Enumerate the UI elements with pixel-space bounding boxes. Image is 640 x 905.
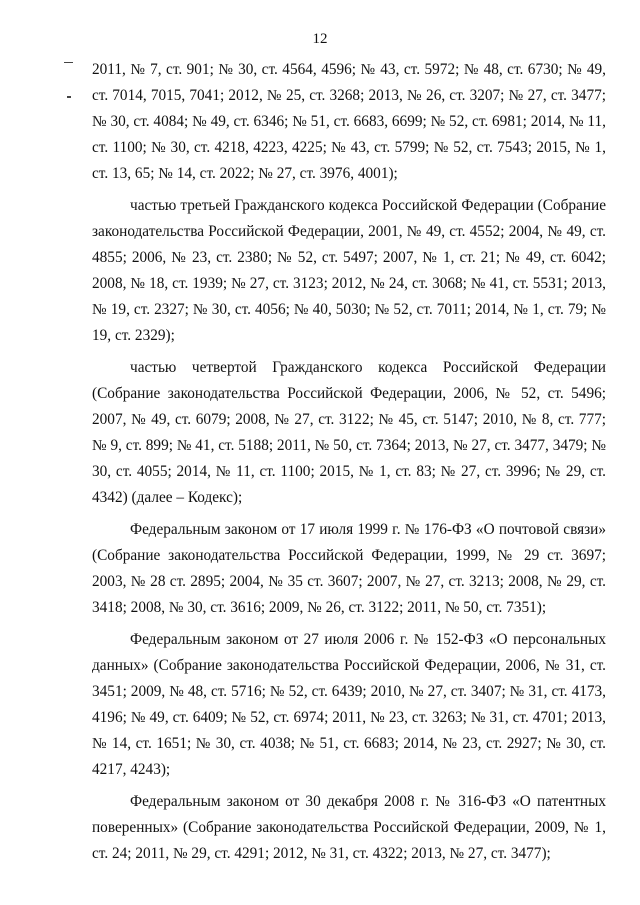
- paragraph-patent-attorneys-law: Федеральным законом от 30 декабря 2008 г. № 316-ФЗ «О патентных поверенных» (Собрание законодательства Российской Федерации, 2009, № 1, ст. 24; 2011, № 29, ст. 4291; 2012, № 31, ст. 4322; 2013, № 27, ст. 3477);: [92, 793, 606, 862]
- paragraph-postal-law: Федеральным законом от 17 июля 1999 г. № 176-ФЗ «О почтовой связи» (Собрание законодательства Российской Федерации, 1999, № 29 ст. 3697; 2003, № 28 ст. 2895; 2004, № 35 ст. 3607; 2007, № 27, ст. 3213; 2008, № 29, ст. 3418; 2008, № 30, ст. 3616; 2009, № 26, ст. 3122; 2011, № 50, ст. 7351);: [92, 521, 606, 616]
- paragraph-civil-code-part-3: частью третьей Гражданского кодекса Российской Федерации (Собрание законодательства Российской Федерации, 2001, № 49, ст. 4552; 2004, № 49, ст. 4855; 2006, № 23, ст. 2380; № 52, ст. 5497; 2007, № 1, ст. 21; № 49, ст. 6042; 2008, № 18, ст. 1939; № 27, ст. 3123; 2012, № 24, ст. 3068; № 41, ст. 5531; 2013, № 19, ст. 2327; № 30, ст. 4056; № 40, 5030; № 52, ст. 7011; 2014, № 1, ст. 79; № 19, ст. 2329);: [92, 197, 606, 344]
- document-body: [92, 57, 606, 867]
- paragraph-civil-code-part-4: частью четвертой Гражданского кодекса Российской Федерации (Собрание законодательства Российской Федерации, 2006, № 52, ст. 5496; 2007, № 49, ст. 6079; 2008, № 27, ст. 3122; № 45, ст. 5147; 2010, № 8, ст. 777; № 9, ст. 899; № 41, ст. 5188; 2011, № 50, ст. 7364; 2013, № 27, ст. 3477, 3479; № 30, ст. 4055; 2014, № 11, ст. 1100; 2015, № 1, ст. 83; № 27, ст. 3996; № 29, ст. 4342) (далее – Кодекс);: [92, 359, 606, 506]
- page-number: 12: [312, 31, 328, 47]
- scan-mark: [64, 62, 73, 63]
- scan-mark: [67, 96, 71, 98]
- paragraph-personal-data-law: Федеральным законом от 27 июля 2006 г. № 152-ФЗ «О персональных данных» (Собрание законодательства Российской Федерации, 2006, № 31, ст. 3451; 2009, № 48, ст. 5716; № 52, ст. 6439; 2010, № 27, ст. 3407; № 31, ст. 4173, 4196; № 49, ст. 6409; № 52, ст. 6974; 2011, № 23, ст. 3263; № 31, ст. 4701; 2013, № 14, ст. 1651; № 30, ст. 4038; № 51, ст. 6683; 2014, № 23, ст. 2927; № 30, ст. 4217, 4243);: [92, 631, 606, 778]
- paragraph-continuation: 2011, № 7, ст. 901; № 30, ст. 4564, 4596; № 43, ст. 5972; № 48, ст. 6730; № 49, ст. 7014, 7015, 7041; 2012, № 25, ст. 3268; 2013, № 26, ст. 3207; № 27, ст. 3477; № 30, ст. 4084; № 49, ст. 6346; № 51, ст. 6683, 6699; № 52, ст. 6981; 2014, № 11, ст. 1100; № 30, ст. 4218, 4223, 4225; № 43, ст. 5799; № 52, ст. 7543; 2015, № 1, ст. 13, 65; № 14, ст. 2022; № 27, ст. 3976, 4001);: [92, 61, 606, 182]
